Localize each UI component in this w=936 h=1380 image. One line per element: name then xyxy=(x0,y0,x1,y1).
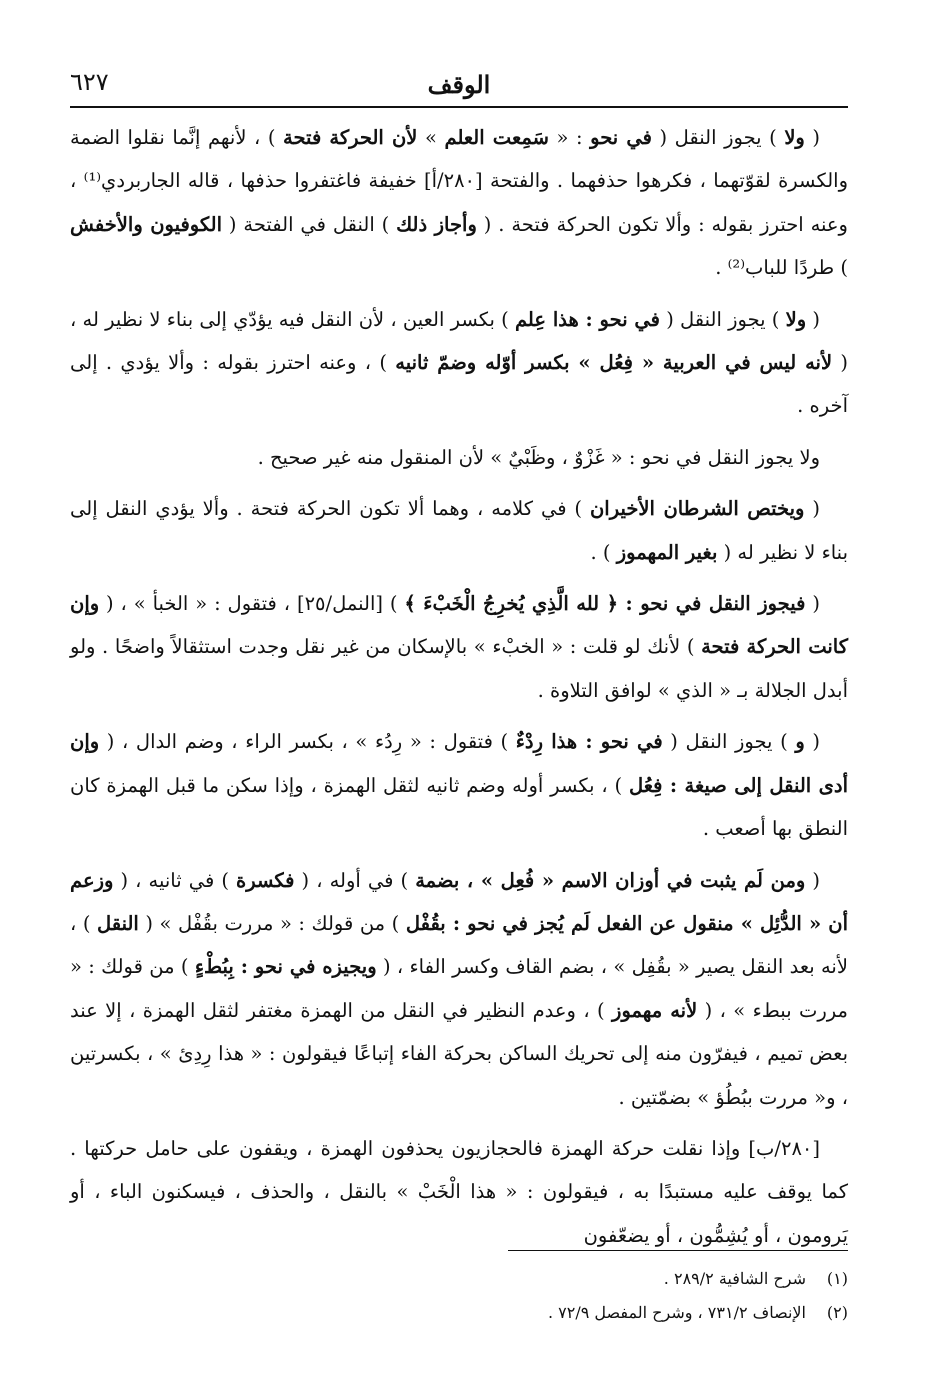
footnote-text: شرح الشافية ٢٨٩/٢ . xyxy=(663,1269,806,1288)
bold-segment: الكوفيون والأخفش xyxy=(70,212,223,236)
bold-segment: ويختص الشرطان الأخيران xyxy=(589,497,805,521)
bold-segment: وإن أدى النقل إلى صيغة : فِعُل xyxy=(70,730,848,797)
text-segment: ) ، وعدم النظير في النقل من الهمزة مغتفر لثقل الهمزة ، إلا عند بعض تميم ، فيفرّون منه إلى تحريك الساكن بحركة الفاء إتباعًا فيقولون : « هذا رِدِئ » ، بكسرتين ، و« مررت ببُطُؤ » بضمّتين . xyxy=(70,998,848,1109)
text-segment: [٢٨٠/ب] وإذا نقلت حركة الهمزة فالحجازيون يحذفون الهمزة ، ويقفون على حامل حركتها . كما يوقف عليه مستبدًا به ، فيقولون : « هذا الْخَبْ » بالنقل ، والحذف ، فيسكنون الباء ، أو يَرومون ، أو يُشِمُّون ، أو يضعّفون xyxy=(70,1136,848,1247)
text-segment: ) ، لأنهم إنَّما نقلوا الضمة والكسرة لقوّتهما ، فكرهوا حذفهما . والفتحة [٢٨٠/أ] خفيفة فاغتفروا حذفها ، قاله الجاربردي⁽¹⁾ ، وعنه احترز بقوله : وألا تكون الحركة فتحة . ( xyxy=(70,126,848,236)
footnote-number: (١) xyxy=(826,1269,848,1288)
text-segment: ) في أوله ، ( xyxy=(294,868,416,892)
bold-segment: سَمِعت العلم xyxy=(444,126,549,149)
text-segment: ) يجوز النقل ( xyxy=(651,126,785,149)
footnote-divider xyxy=(508,1250,848,1251)
footnote-text: الإنصاف ٧٣١/٢ ، وشرح المفصل ٧٢/٩ . xyxy=(547,1303,806,1322)
bold-segment: وأجاز ذلك xyxy=(396,212,477,236)
text-segment: ) ، بكسر أوله وضم ثانيه لثقل الهمزة ، وإذا سكن ما قبل الهمزة كان النطق بها أصعب . xyxy=(70,773,848,841)
text-segment: ( xyxy=(806,307,820,331)
paragraph xyxy=(70,298,848,428)
bold-segment: في نحو xyxy=(590,126,652,149)
bold-segment: لأنه ليس في العربية « فِعُل » بكسر أوّله وضمّ ثانيه xyxy=(395,351,833,375)
main-text xyxy=(70,116,848,1265)
paragraph xyxy=(70,859,848,1119)
text-segment: : « xyxy=(548,126,591,149)
text-segment: ( xyxy=(805,592,820,616)
footnote xyxy=(70,1262,848,1296)
text-segment: ) ، لأنه بعد النقل يصير « بقُفِل » ، بضم القاف وكسر الفاء ، ( xyxy=(70,911,848,979)
bold-segment: وإن كانت الحركة فتحة xyxy=(70,592,848,659)
bold-segment: بغير المهموز xyxy=(616,540,718,564)
page-number: ٦٢٧ xyxy=(70,68,109,96)
text-segment: ( xyxy=(805,868,820,892)
bold-segment: فيجوز النقل في نحو : ﴿ لله الَّذِي يُخرِجُ الْخَبْءَ ﴾ xyxy=(404,592,806,616)
text-segment: ) لأنك لو قلت : « الخبْء » بالإسكان من غير نقل وجدت استثقالاً واضحًا . ولو أبدل الجلالة بـ « الذي » لوافق التلاوة . xyxy=(70,635,848,702)
bold-segment: ولا xyxy=(784,126,805,149)
paragraph xyxy=(70,487,848,574)
bold-segment: في نحو : هذا عِلم xyxy=(514,307,660,331)
paragraph xyxy=(70,1127,848,1257)
bold-segment: النقل xyxy=(96,911,139,935)
text-segment: ولا يجوز النقل في نحو : « غَزْوٌ ، وظَبْيٌ » لأن المنقول منه غير صحيح . xyxy=(257,445,820,469)
text-segment: ) ، وعنه احترز بقوله : وألا يؤدي . إلى آخره . xyxy=(70,351,848,418)
text-segment: ) من قولك : « مررت بقُفْل » ( xyxy=(138,911,406,935)
page-header xyxy=(70,66,848,108)
text-segment: ( xyxy=(804,497,820,521)
paragraph xyxy=(70,582,848,712)
text-segment: ) من قولك : « مررت ببطء » ، ( xyxy=(70,955,848,1022)
bold-segment: ويجيزه في نحو : بِبُطْءٍ xyxy=(194,955,377,979)
bold-segment: و xyxy=(795,730,805,754)
bold-segment: وزعم أن « الدُّئِل » منقول عن الفعل لَم يُجز في نحو : بقُفْل xyxy=(70,868,848,935)
footnote xyxy=(70,1296,848,1330)
text-segment: ) في ثانيه ، ( xyxy=(113,868,237,892)
bold-segment: ولا xyxy=(785,307,807,331)
text-segment: ) يجوز النقل ( xyxy=(660,307,786,331)
text-segment: ( xyxy=(804,126,821,149)
text-segment: ) [النمل/٢٥] ، فتقول : « الخبأ » ، ( xyxy=(99,592,405,616)
bold-segment: ومن لَم يثبت في أوزان الاسم « فُعِل » ، بضمة xyxy=(415,868,806,892)
running-title: الوقف xyxy=(427,70,491,99)
paragraph xyxy=(70,436,848,479)
bold-segment: لأنه مهموز xyxy=(612,998,698,1022)
text-segment: ) فتقول : « رِدُء » ، بكسر الراء ، وضم الدال ، ( xyxy=(99,730,516,754)
text-segment: » xyxy=(417,126,445,149)
text-segment: ) في كلامه ، وهما ألا تكون الحركة فتحة . وألا يؤدي النقل إلى بناء لا نظير له ( xyxy=(70,497,848,564)
footnote-number: (٢) xyxy=(826,1303,848,1322)
text-segment: ) يجوز النقل ( xyxy=(662,730,796,754)
text-segment: ) طردًا للباب⁽²⁾ . xyxy=(715,256,848,280)
bold-segment: فكسرة xyxy=(236,868,295,892)
paragraph xyxy=(70,116,848,290)
bold-segment: لأن الحركة فتحة xyxy=(283,126,418,149)
text-segment: ) بكسر العين ، لأن النقل فيه يؤدّي إلى بناء لا نظير له ، ( xyxy=(70,307,849,375)
text-segment: ) النقل في الفتحة ( xyxy=(222,212,397,236)
text-segment: ) . xyxy=(590,540,617,564)
footnotes xyxy=(70,1262,848,1330)
paragraph xyxy=(70,720,848,850)
text-segment: ( xyxy=(804,730,820,754)
bold-segment: في نحو : هذا رِدْءٌ xyxy=(515,730,663,754)
